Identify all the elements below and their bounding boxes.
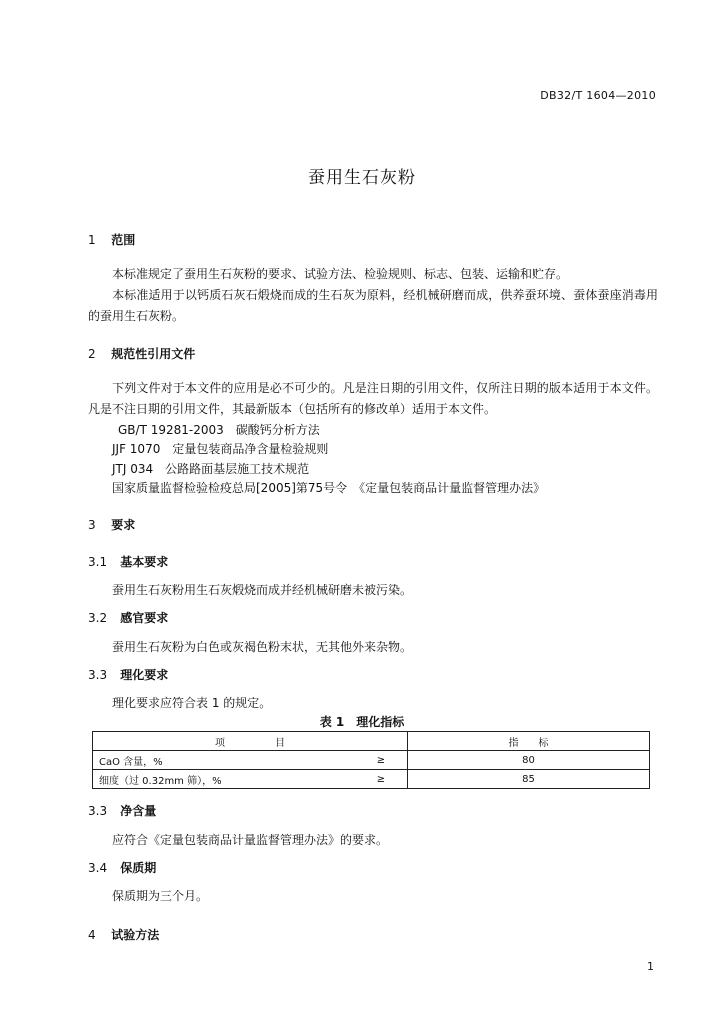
section-title: 理化要求 (120, 668, 169, 682)
reference-item: JTJ 034 公路路面基层施工技术规范 (112, 462, 310, 476)
section-title: 要求 (111, 518, 136, 532)
section-1-paragraph-2 (88, 285, 658, 326)
table-caption: 表 1 理化指标 (319, 715, 405, 729)
section-number: 3 (88, 518, 96, 532)
section-3-3-text: 理化要求应符合表 1 的规定。 (112, 696, 272, 710)
section-number: 3.4 (88, 861, 108, 875)
row-item: 细度（过 0.32mm 筛），% (93, 770, 356, 789)
section-4-heading (88, 926, 159, 943)
section-3-heading (88, 516, 135, 533)
section-title: 范围 (111, 233, 136, 247)
table-row (93, 751, 650, 770)
row-symbol: ≥ (355, 751, 408, 770)
section-3-3-net-content-heading (88, 802, 156, 819)
header-value: 指 标 (408, 732, 650, 751)
section-number: 3.2 (88, 611, 108, 625)
section-number: 3.1 (88, 555, 108, 569)
paragraph-text: 本标准规定了蚕用生石灰粉的要求、试验方法、检验规则、标志、包装、运输和贮存。 (112, 267, 569, 281)
reference-item: JJF 1070 定量包装商品净含量检验规则 (112, 442, 329, 456)
section-title: 规范性引用文件 (111, 347, 196, 361)
section-number: 4 (88, 928, 96, 942)
section-3-1-heading (88, 553, 168, 570)
page-number: 1 (647, 960, 654, 973)
section-3-2-heading (88, 609, 168, 626)
section-3-4-text: 保质期为三个月。 (112, 889, 209, 903)
paragraph-text: 本标准适用于以钙质石灰石煅烧而成的生石灰为原料，经机械研磨而成，供养蚕环境、蚕体蚕座消毒用的蚕用生石灰粉。 (88, 288, 658, 323)
section-3-1-text: 蚕用生石灰粉用生石灰煅烧而成并经机械研磨未被污染。 (112, 583, 413, 597)
section-title: 保质期 (120, 861, 157, 875)
row-value: 80 (408, 751, 650, 770)
header-item: 项 目 (93, 732, 408, 751)
section-3-4-heading (88, 859, 156, 876)
section-number: 1 (88, 233, 96, 247)
section-3-2-text: 蚕用生石灰粉为白色或灰褐色粉末状，无其他外来杂物。 (112, 640, 413, 654)
section-title: 试验方法 (111, 928, 160, 942)
paragraph-text: 下列文件对于本文件的应用是必不可少的。凡是注日期的引用文件，仅所注日期的版本适用于本文件。凡是不注日期的引用文件，其最新版本（包括所有的修改单）适用于本文件。 (88, 381, 658, 416)
section-number: 3.3 (88, 668, 108, 682)
section-3-3-heading (88, 666, 168, 683)
section-number: 3.3 (88, 804, 108, 818)
specification-table (92, 731, 650, 789)
reference-item: GB/T 19281-2003 碳酸钙分析方法 (118, 423, 320, 437)
table-header-row (93, 732, 650, 751)
table-row (93, 770, 650, 789)
row-item: CaO 含量，% (93, 751, 356, 770)
reference-item: 国家质量监督检验检疫总局[2005]第75号令 《定量包装商品计量监督管理办法》 (112, 481, 546, 495)
row-value: 85 (408, 770, 650, 789)
section-2-paragraph-1 (88, 378, 658, 419)
section-title: 感官要求 (120, 611, 169, 625)
section-title: 基本要求 (120, 555, 169, 569)
standard-code: DB32/T 1604—2010 (540, 89, 656, 102)
row-symbol: ≥ (355, 770, 408, 789)
section-2-heading (88, 345, 195, 362)
section-title: 净含量 (120, 804, 157, 818)
section-number: 2 (88, 347, 96, 361)
section-3-3-net-content-text: 应符合《定量包装商品计量监督管理办法》的要求。 (112, 833, 389, 847)
section-1-heading (88, 231, 135, 248)
section-1-paragraph-1 (88, 264, 658, 285)
document-title: 蚕用生石灰粉 (308, 168, 416, 188)
